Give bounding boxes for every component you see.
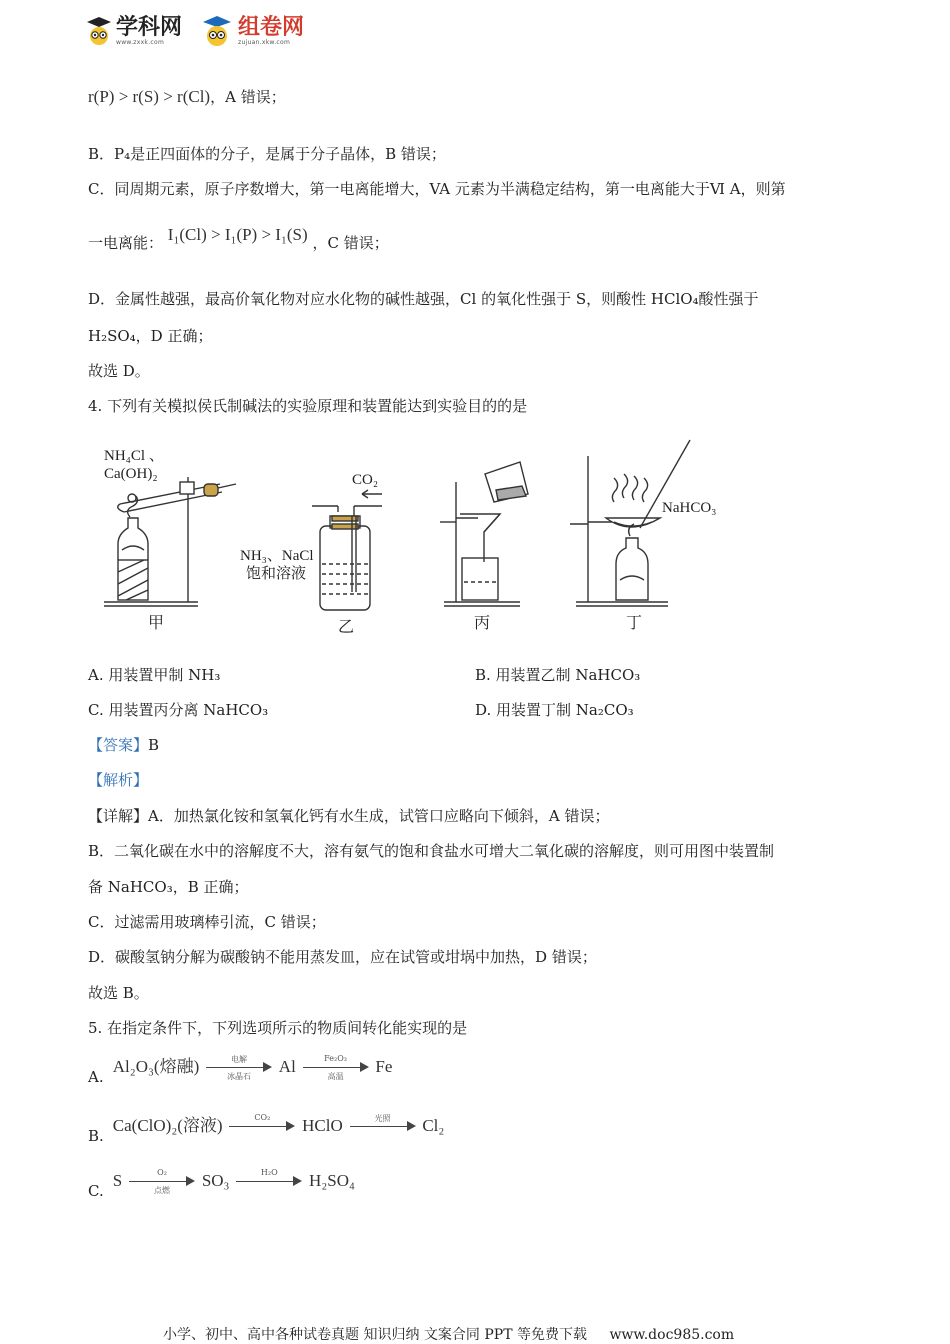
detail-b-line1: B．二氧化碳在水中的溶解度不大，溶有氨气的饱和食盐水可增大二氧化碳的溶解度，则可用图中装置制 bbox=[88, 842, 775, 860]
q5-b-species1: Ca(ClO)₂(溶液) bbox=[112, 1116, 223, 1135]
apparatus-yi bbox=[312, 490, 382, 610]
question-5-stem: 5. 在指定条件下，下列选项所示的物质间转化能实现的是 bbox=[88, 1019, 468, 1037]
q5-a-arrow1-top: 电解 bbox=[231, 1055, 248, 1064]
label-jia-reagent1: NH₄Cl 、 bbox=[104, 448, 164, 464]
q5-option-a bbox=[88, 1052, 393, 1086]
label-ding-reagent: NaHCO₃ bbox=[662, 500, 717, 516]
caption-ding: 丁 bbox=[626, 615, 643, 632]
owl-mascot-icon bbox=[86, 16, 112, 46]
detail-c: C．过滤需用玻璃棒引流，C 错误； bbox=[88, 913, 326, 931]
q5-a-letter: A. bbox=[88, 1068, 104, 1086]
option-b: B. 用装置乙制 NaHCO₃ bbox=[475, 666, 641, 684]
label-yi-reagent2: 饱和溶液 bbox=[246, 566, 307, 582]
answer-value: B bbox=[148, 736, 160, 754]
label-co2: CO₂ bbox=[352, 472, 379, 488]
logo2-subtitle: zujuan.xkw.com bbox=[238, 38, 291, 46]
explain-c-tail: ，C 错误； bbox=[312, 234, 389, 252]
detail-b-line2: 备 NaHCO₃，B 正确； bbox=[88, 878, 249, 896]
q5-a-arrow2 bbox=[303, 1054, 369, 1081]
q5-a-arrow2-bottom: 高温 bbox=[327, 1072, 344, 1081]
explain-c-prefix: 一电离能： bbox=[88, 234, 164, 252]
option-a: A. 用装置甲制 NH₃ bbox=[88, 666, 221, 684]
q5-b-arrow2 bbox=[350, 1116, 416, 1138]
option-d: D. 用装置丁制 Na₂CO₃ bbox=[475, 701, 634, 719]
footer-url[interactable]: www.doc985.com bbox=[609, 1327, 735, 1343]
label-jia-reagent2: Ca(OH)₂ bbox=[104, 466, 158, 482]
q5-b-species2: HClO bbox=[302, 1116, 343, 1135]
q5-option-b bbox=[88, 1111, 445, 1145]
caption-bing: 丙 bbox=[474, 615, 491, 632]
option-c: C. 用装置丙分离 NaHCO₃ bbox=[88, 701, 269, 719]
q5-a-arrow2-top: Fe₂O₃ bbox=[324, 1054, 347, 1063]
q5-c-arrow2-top: H₂O bbox=[260, 1168, 278, 1177]
q5-c-arrow1 bbox=[129, 1168, 195, 1195]
q5-c-species3: H₂SO₄ bbox=[309, 1171, 355, 1190]
ionization-expression: I₁(Cl) > I₁(P) > I₁(S) bbox=[167, 225, 308, 244]
q5-b-letter: B. bbox=[88, 1127, 104, 1145]
detail-d: D．碳酸氢钠分解为碳酸钠不能用蒸发皿，应在试管或坩埚中加热，D 错误； bbox=[88, 948, 597, 966]
question-4-stem: 4. 下列有关模拟侯氏制碱法的实验原理和装置能达到实验目的的是 bbox=[88, 397, 528, 415]
q5-b-arrow1-top: CO₂ bbox=[254, 1113, 271, 1122]
label-yi-reagent1: NH₃、NaCl bbox=[240, 548, 314, 564]
q5-a-species2: Al bbox=[278, 1057, 296, 1076]
detail-a-line bbox=[88, 805, 609, 826]
q5-c-arrow2 bbox=[236, 1168, 302, 1193]
q5-a-arrow1 bbox=[206, 1057, 272, 1079]
q5-option-c bbox=[88, 1168, 355, 1200]
footer bbox=[163, 1324, 734, 1344]
logo-xuekewang bbox=[86, 16, 182, 46]
answer-r-line bbox=[88, 86, 286, 107]
footer-text: 小学、初中、高中各种试卷真题 知识归纳 文案合同 PPT 等免费下载 bbox=[163, 1327, 587, 1343]
answer-label: 【答案】 bbox=[88, 736, 149, 754]
q5-a-species1: Al₂O₃(熔融) bbox=[112, 1057, 200, 1076]
apparatus-jia bbox=[104, 477, 236, 606]
radius-tail: ，A 错误； bbox=[210, 88, 286, 106]
q5-b-arrow1 bbox=[229, 1113, 295, 1138]
explain-d-line1: D．金属性越强，最高价氧化物对应水化物的碱性越强，Cl 的氧化性强于 S，则酸性 HClO₄酸性强于 bbox=[88, 290, 759, 308]
apparatus-bing bbox=[440, 462, 528, 606]
choose-d: 故选 D。 bbox=[88, 362, 150, 380]
analysis-label: 【解析】 bbox=[88, 771, 149, 789]
caption-jia: 甲 bbox=[148, 615, 165, 632]
explain-c-line1: C．同周期元素，原子序数增大，第一电离能增大，VA 元素为半满稳定结构，第一电离能大于Ⅵ A，则第 bbox=[88, 180, 786, 198]
detail-a: A．加热氯化铵和氢氧化钙有水生成，试管口应略向下倾斜，A 错误； bbox=[148, 807, 610, 825]
caption-yi: 乙 bbox=[338, 619, 355, 636]
q5-c-arrow1-bottom: 点燃 bbox=[154, 1186, 171, 1195]
detail-label: 【详解】 bbox=[88, 807, 149, 825]
q5-a-species3: Fe bbox=[375, 1057, 393, 1076]
radius-expression: r(P) > r(S) > r(Cl) bbox=[88, 87, 211, 106]
logo-zujuanwang bbox=[200, 14, 304, 48]
mascot-icon bbox=[200, 14, 234, 48]
answer-line bbox=[88, 734, 159, 755]
explain-b: B．P₄是正四面体的分子，是属于分子晶体，B 错误； bbox=[88, 145, 446, 163]
logo1-subtitle: www.zxxk.com bbox=[116, 38, 165, 46]
explain-c-line2 bbox=[88, 225, 389, 253]
q5-c-species2: SO₃ bbox=[201, 1171, 230, 1190]
logo2-title: 组卷网 bbox=[238, 14, 305, 40]
q5-c-species1: S bbox=[112, 1171, 123, 1190]
q5-c-arrow1-top: O₂ bbox=[157, 1168, 167, 1177]
q5-b-species3: Cl₂ bbox=[422, 1116, 445, 1135]
explain-d-line2: H₂SO₄，D 正确； bbox=[88, 327, 213, 345]
q5-c-letter: C. bbox=[88, 1182, 104, 1200]
q5-a-arrow1-bottom: 冰晶石 bbox=[227, 1072, 252, 1081]
choose-b: 故选 B。 bbox=[88, 984, 149, 1002]
apparatus-ding bbox=[570, 440, 690, 606]
q5-b-arrow2-top: 光照 bbox=[374, 1114, 391, 1123]
logo1-title: 学科网 bbox=[116, 14, 183, 40]
apparatus-figure bbox=[100, 432, 740, 642]
